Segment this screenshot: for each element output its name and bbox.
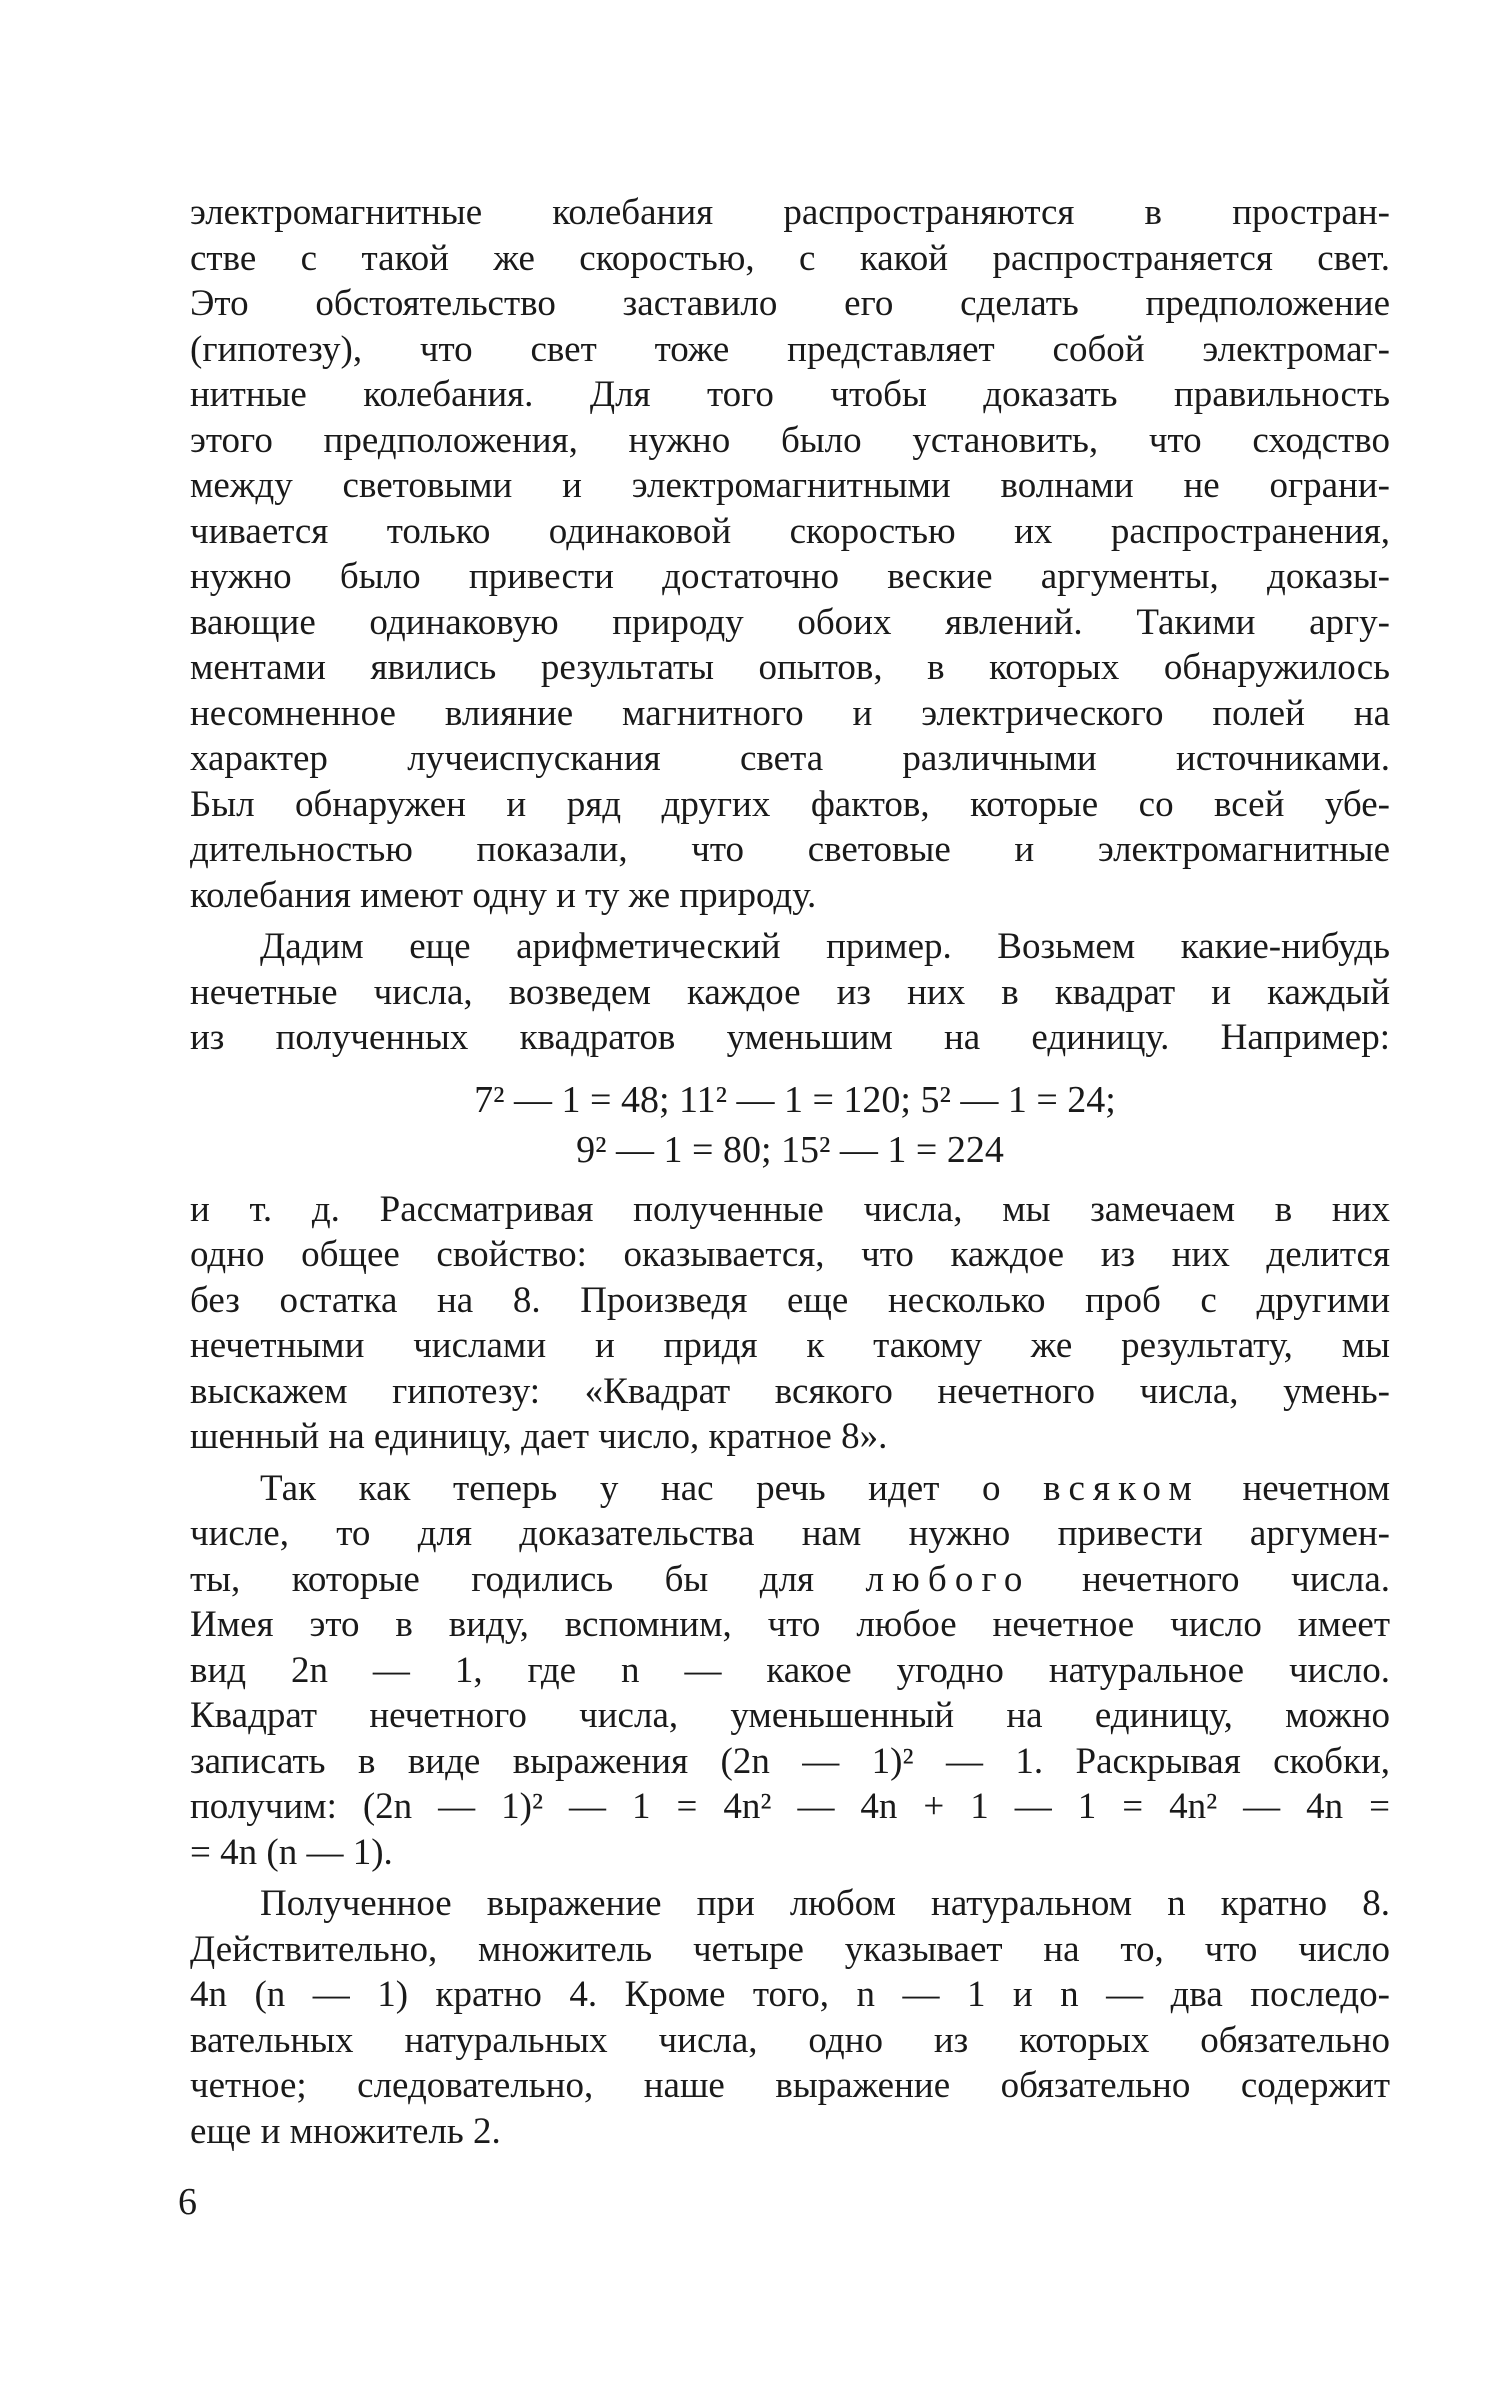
text-line: шенный на единицу, дает число, кратное 8». <box>190 1416 888 1457</box>
text-line: одно общее свойство: оказывается, что каждое из них делится <box>190 1234 1390 1275</box>
text-line: дительностью показали, что световые и электромагнитные <box>190 829 1390 870</box>
text-line: нитные колебания. Для того чтобы доказать правильность <box>190 374 1390 415</box>
text-line <box>190 1557 1390 1603</box>
paragraph-4 <box>190 1466 1390 1876</box>
paragraph-5 <box>190 1881 1390 2154</box>
text-line: Действительно, множитель четыре указывает на то, что число <box>190 1928 1390 1970</box>
text-line: записать в виде выражения (2n — 1)² — 1. Раскрывая скобки, <box>190 1740 1390 1782</box>
text-line: Был обнаружен и ряд других фактов, которые со всей убе- <box>190 783 1390 825</box>
text-line: Дадим еще арифметический пример. Возьмем какие-нибудь <box>260 926 1390 967</box>
paragraph-1 <box>190 190 1390 918</box>
text-line: стве с такой же скоростью, с какой распространяется свет. <box>190 237 1390 279</box>
paragraph-2 <box>190 924 1390 1061</box>
text-span: нечетном <box>1199 1467 1390 1509</box>
text-line: нужно было привести достаточно веские аргументы, доказы- <box>190 556 1390 597</box>
formula-line: 7² — 1 = 48; 11² — 1 = 120; 5² — 1 = 24; <box>474 1078 1116 1121</box>
text-line: 4n (n — 1) кратно 4. Кроме того, n — 1 и n — два последо- <box>190 1974 1390 2015</box>
text-line: числе, то для доказательства нам нужно привести аргумен- <box>190 1513 1390 1554</box>
text-line: Это обстоятельство заставило его сделать предположение <box>190 283 1390 324</box>
text-line: (гипотезу), что свет тоже представляет собой электромаг- <box>190 328 1390 370</box>
book-page <box>190 190 1390 2154</box>
text-line: Имея это в виду, вспомним, что любое нечетное число имеет <box>190 1604 1390 1645</box>
text-line: характер лучеиспускания света различными источниками. <box>190 738 1390 779</box>
text-span: ты, которые годились бы для <box>190 1558 866 1600</box>
text-line: несомненное влияние магнитного и электрического полей на <box>190 692 1390 734</box>
text-line: ментами явились результаты опытов, в которых обнаружилось <box>190 647 1390 688</box>
text-span: Так как теперь у нас речь идет о <box>260 1467 1044 1509</box>
text-line: вающие одинаковую природу обоих явлений. Такими аргу- <box>190 601 1390 643</box>
text-line: = 4n (n — 1). <box>190 1831 393 1873</box>
text-line: без остатка на 8. Произведя еще несколько проб с другими <box>190 1279 1390 1321</box>
paragraph-3 <box>190 1187 1390 1460</box>
text-line: вательных натуральных числа, одно из которых обязательно <box>190 2019 1390 2061</box>
text-line: получим: (2n — 1)² — 1 = 4n² — 4n + 1 — 1 = 4n² — 4n = <box>190 1786 1390 1827</box>
text-span: нечетного числа. <box>1030 1558 1390 1600</box>
formula-block <box>190 1075 1390 1175</box>
emphasis-text: любого <box>865 1558 1031 1600</box>
text-line <box>190 1466 1390 1512</box>
text-line: выскажем гипотезу: «Квадрат всякого нечетного числа, умень- <box>190 1370 1390 1412</box>
emphasis-text: всяком <box>1043 1467 1200 1509</box>
text-line: четное; следовательно, наше выражение обязательно содержит <box>190 2065 1390 2106</box>
text-line: колебания имеют одну и ту же природу. <box>190 874 817 916</box>
page-number: 6 <box>178 2181 197 2223</box>
text-line: Квадрат нечетного числа, уменьшенный на единицу, можно <box>190 1695 1390 1736</box>
text-line: и т. д. Рассматривая полученные числа, мы замечаем в них <box>190 1188 1390 1230</box>
text-line: нечетными числами и придя к такому же результату, мы <box>190 1325 1390 1366</box>
text-line: еще и множитель 2. <box>190 2110 501 2152</box>
text-line: Полученное выражение при любом натуральном n кратно 8. <box>260 1883 1390 1924</box>
formula-line: 9² — 1 = 80; 15² — 1 = 224 <box>576 1128 1004 1171</box>
text-line: чивается только одинаковой скоростью их распространения, <box>190 510 1390 552</box>
text-line: из полученных квадратов уменьшим на единицу. Например: <box>190 1017 1390 1058</box>
text-line: нечетные числа, возведем каждое из них в квадрат и каждый <box>190 971 1390 1013</box>
text-line: между световыми и электромагнитными волнами не ограни- <box>190 465 1390 506</box>
text-line: этого предположения, нужно было установить, что сходство <box>190 419 1390 461</box>
text-line: вид 2n — 1, где n — какое угодно натуральное число. <box>190 1649 1390 1691</box>
text-line: электромагнитные колебания распространяются в простран- <box>190 192 1390 233</box>
